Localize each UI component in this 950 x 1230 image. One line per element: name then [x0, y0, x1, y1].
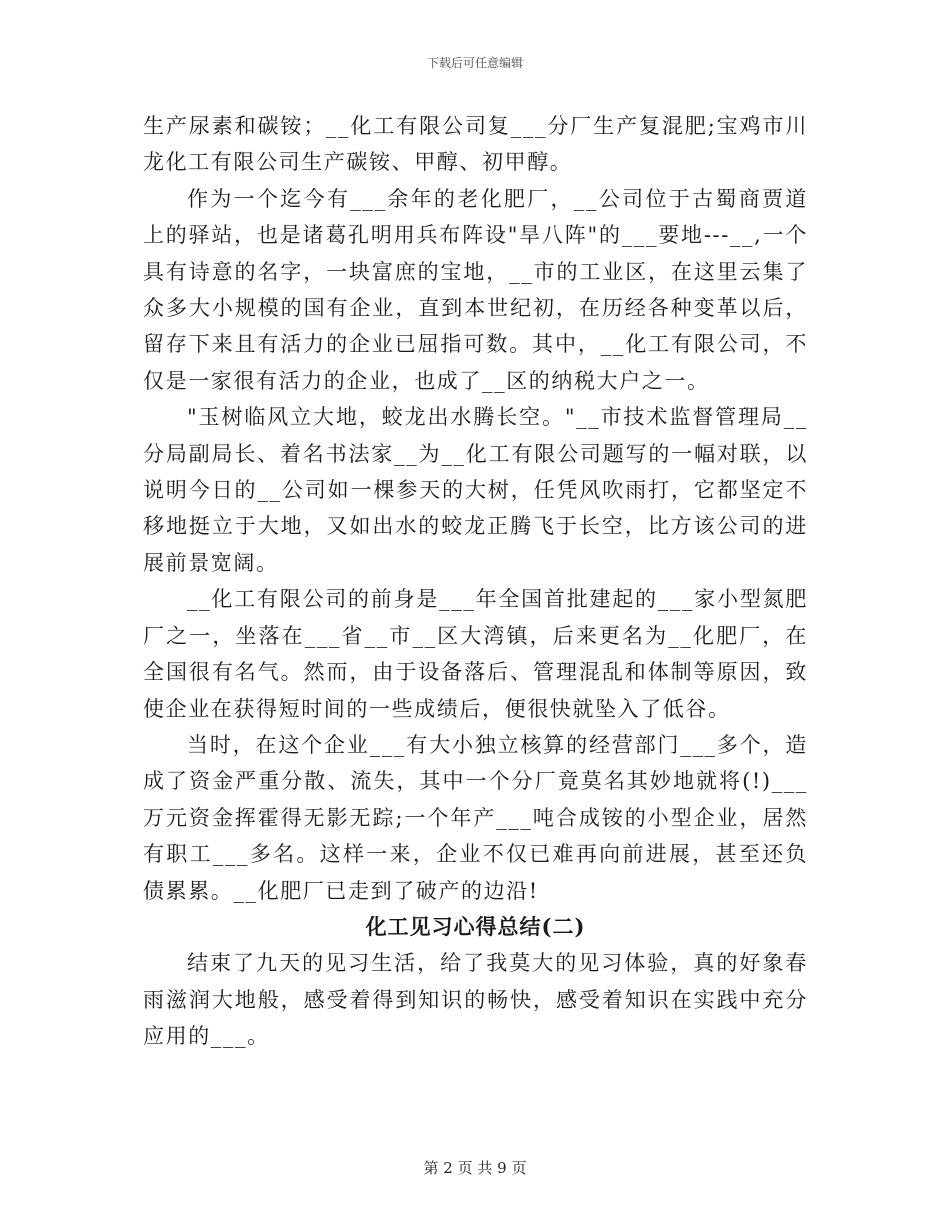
page-header-note: 下载后可任意编辑	[426, 56, 523, 70]
paragraph-decline: 当时，在这个企业___有大小独立核算的经营部门___多个，造成了资金严重分散、流失，其中一个分厂竟莫名其妙地就将(!)___万元资金挥霍得无影无踪;一个年产___吨合成铵的小型企业，居然有职工___多名。这样一来，企业不仅已难再向前进展，甚至还负债累累。__化肥厂已走到了破产的边沿!	[143, 732, 808, 903]
document-body	[143, 108, 808, 1055]
paragraph-continuation: 生产尿素和碳铵；__化工有限公司复___分厂生产复混肥;宝鸡市川龙化工有限公司生产碳铵、甲醇、初甲醇。	[143, 114, 808, 175]
page-number: 第 2 页 共 9 页	[423, 1159, 527, 1177]
paragraph-factory-history: 作为一个迄今有___余年的老化肥厂，__公司位于古蜀商贾道上的驿站，也是诸葛孔明用兵布阵设"旱八阵"的___要地---__,一个具有诗意的名字，一块富庶的宝地，__市的工业区，在这里云集了众多大小规模的国有企业，直到本世纪初，在历经各种变革以后，留存下来且有活力的企业已屈指可数。其中，__化工有限公司，不仅是一家很有活力的企业，也成了__区的纳税大户之一。	[143, 186, 808, 393]
paragraph-internship-summary: 结束了九天的见习生活，给了我莫大的见习体验，真的好象春雨滋润大地般，感受着得到知识的畅快，感受着知识在实践中充分应用的___。	[143, 951, 808, 1049]
paragraph-couplet: "玉树临风立大地，蛟龙出水腾长空。"__市技术监督管理局__分局副局长、着名书法家__为__化工有限公司题写的一幅对联，以说明今日的__公司如一棵参天的大树，任凭风吹雨打，它都坚定不移地挺立于大地，又如出水的蛟龙正腾飞于长空，比方该公司的进展前景宽阔。	[143, 405, 808, 575]
section-title: 化工见习心得总结(二)	[365, 913, 586, 939]
paragraph-predecessor: __化工有限公司的前身是___年全国首批建起的___家小型氮肥厂之一，坐落在___省__市__区大湾镇，后来更名为__化肥厂，在全国很有名气。然而，由于设备落后、管理混乱和体制等原因，致使企业在获得短时间的一些成绩后，便很快就坠入了低谷。	[143, 587, 808, 721]
